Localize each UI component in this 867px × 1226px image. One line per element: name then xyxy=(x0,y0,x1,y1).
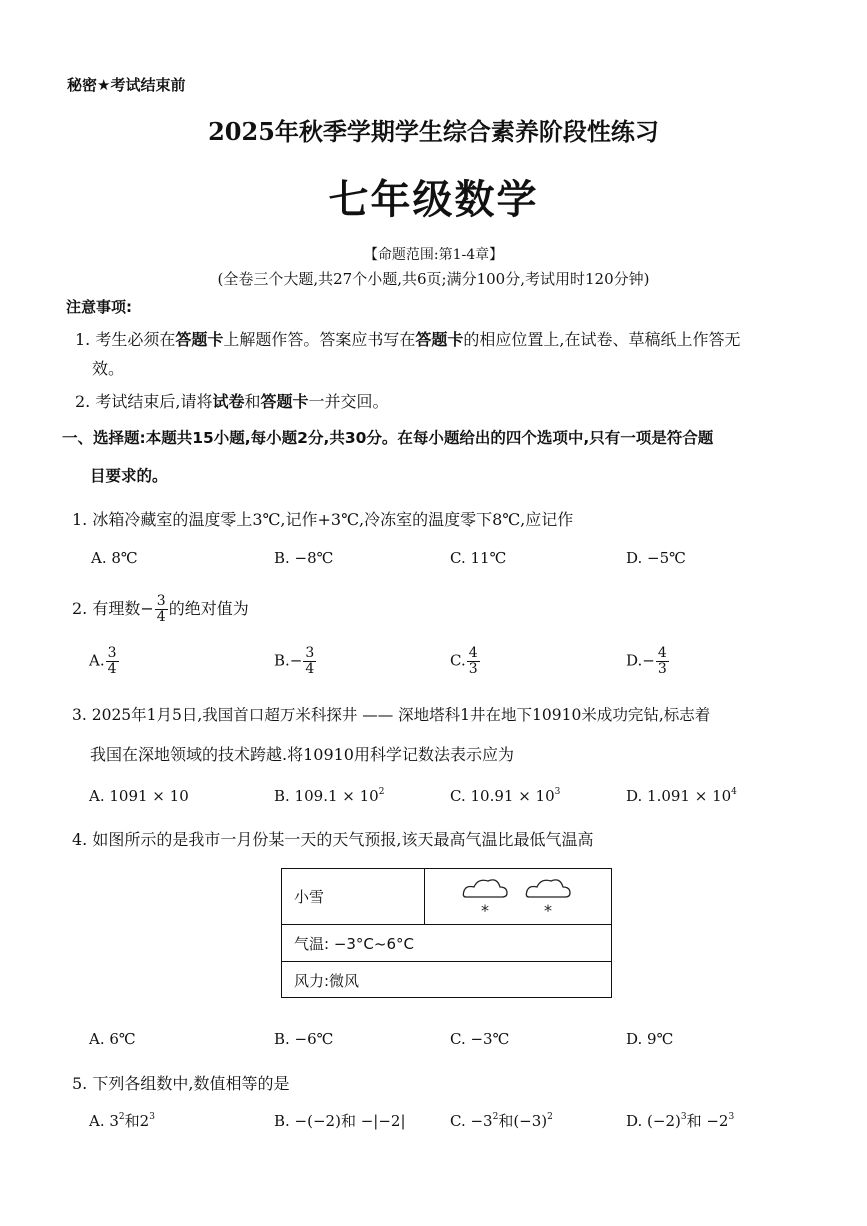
weather-condition: 小雪 xyxy=(294,888,325,906)
notice-heading: 注意事项: xyxy=(66,298,132,316)
question-2-stem-text: 的绝对值为 xyxy=(168,599,249,618)
denominator: 4 xyxy=(156,609,166,625)
notice-item-1-bold: 答题卡 xyxy=(415,330,464,349)
weather-forecast-box xyxy=(281,868,612,998)
question-5-option-a xyxy=(89,1110,155,1131)
option-text: B. 109.1 × 10 xyxy=(274,787,379,805)
question-1-option-a: A. 8℃ xyxy=(91,549,138,567)
numerator: 3 xyxy=(305,645,315,661)
exam-title: 2025年秋季学期学生综合素养阶段性练习 xyxy=(208,117,659,146)
option-text: D. 1.091 × 10 xyxy=(626,787,732,805)
question-1-option-d: D. −5℃ xyxy=(626,549,686,567)
question-3-stem-cont: 我国在深地领域的技术跨越.将10910用科学记数法表示应为 xyxy=(90,745,514,764)
section-1-heading: 一、选择题:本题共15小题,每小题2分,共30分。在每小题给出的四个选项中,只有一项是符合题 xyxy=(62,429,714,447)
exam-info: (全卷三个大题,共27个小题,共6页;满分100分,考试用时120分钟) xyxy=(217,270,650,288)
exponent: 3 xyxy=(149,1112,155,1122)
weather-row-temperature xyxy=(282,924,611,962)
question-2-option-d xyxy=(626,646,670,677)
exponent: 3 xyxy=(680,1112,687,1122)
exponent: 3 xyxy=(554,787,561,797)
weather-row-condition xyxy=(282,869,611,925)
denominator: 4 xyxy=(305,661,315,677)
question-3-option-b xyxy=(274,787,384,805)
notice-item-2-text: 和 xyxy=(244,392,261,411)
notice-item-2 xyxy=(75,389,389,412)
weather-temperature: 气温: −3°C~6°C xyxy=(294,935,414,953)
divider xyxy=(424,869,425,924)
notice-item-2-text: 一并交回。 xyxy=(308,392,389,411)
notice-item-2-bold: 试卷 xyxy=(212,392,245,411)
exam-scope: 【命题范围:第1-4章】 xyxy=(363,247,504,263)
fraction xyxy=(467,646,480,677)
notice-item-1 xyxy=(75,327,741,350)
option-text: C. −3 xyxy=(450,1112,493,1130)
exponent: 2 xyxy=(547,1112,553,1122)
option-label: A. xyxy=(89,651,105,670)
question-3-option-c xyxy=(450,787,560,805)
snow-cloud-icon xyxy=(452,873,592,921)
svg-text:*: * xyxy=(544,901,552,920)
question-5-stem: 5. 下列各组数中,数值相等的是 xyxy=(72,1074,290,1093)
question-2-option-c xyxy=(450,646,481,677)
question-3-stem: 3. 2025年1月5日,我国首口超万米科探井 —— 深地塔科1井在地下10910米成功完钻,标志着 xyxy=(72,706,711,724)
option-text: 和 −2 xyxy=(686,1112,729,1130)
notice-item-2-text: 2. 考试结束后,请将 xyxy=(75,392,213,411)
question-2-option-a xyxy=(89,646,120,677)
numerator: 4 xyxy=(657,645,667,661)
option-label: D. xyxy=(626,651,643,670)
exponent: 2 xyxy=(492,1112,499,1122)
exponent: 2 xyxy=(118,1112,125,1122)
question-4-option-a: A. 6℃ xyxy=(89,1030,136,1048)
option-text: 和(−3) xyxy=(498,1112,548,1130)
svg-text:*: * xyxy=(481,901,489,920)
fraction xyxy=(656,646,669,677)
confidential-label: 秘密★考试结束前 xyxy=(67,76,186,94)
numerator: 3 xyxy=(156,593,166,609)
option-label: C. xyxy=(450,651,466,670)
notice-item-1-cont: 效。 xyxy=(92,359,125,378)
option-text: D. (−2) xyxy=(626,1112,681,1130)
notice-item-1-text: 的相应位置上,在试卷、草稿纸上作答无 xyxy=(463,330,741,349)
denominator: 4 xyxy=(107,661,117,677)
question-3-option-d xyxy=(626,787,737,805)
option-sign: − xyxy=(642,651,655,670)
notice-item-2-bold: 答题卡 xyxy=(260,392,309,411)
numerator: 4 xyxy=(468,645,478,661)
exponent: 4 xyxy=(731,787,737,797)
question-5-option-d xyxy=(626,1110,734,1131)
option-text: A. 3 xyxy=(89,1112,119,1130)
subject-title: 七年级数学 xyxy=(328,176,539,223)
question-4-option-b: B. −6℃ xyxy=(274,1030,334,1048)
question-1-stem: 1. 冰箱冷藏室的温度零上3℃,记作+3℃,冷冻室的温度零下8℃,应记作 xyxy=(72,510,574,529)
option-label: B. xyxy=(274,651,290,670)
fraction xyxy=(106,646,119,677)
question-5-option-b: B. −(−2)和 −|−2| xyxy=(274,1112,406,1130)
question-1-option-b: B. −8℃ xyxy=(274,549,334,567)
weather-wind: 风力:微风 xyxy=(294,972,360,990)
denominator: 3 xyxy=(468,661,478,677)
question-5-option-c xyxy=(450,1110,553,1131)
weather-row-wind xyxy=(282,961,611,999)
option-text: 和2 xyxy=(124,1112,150,1130)
fraction xyxy=(303,646,316,677)
question-2-stem xyxy=(72,594,249,625)
question-1-option-c: C. 11℃ xyxy=(450,549,507,567)
option-text: C. 10.91 × 10 xyxy=(450,787,555,805)
question-4-option-c: C. −3℃ xyxy=(450,1030,510,1048)
notice-item-1-bold: 答题卡 xyxy=(175,330,224,349)
fraction xyxy=(155,594,168,625)
option-sign: − xyxy=(289,651,303,670)
exponent: 2 xyxy=(378,787,385,797)
notice-item-1-text: 1. 考生必须在 xyxy=(75,330,176,349)
question-4-option-d: D. 9℃ xyxy=(626,1030,674,1048)
denominator: 3 xyxy=(657,661,667,677)
numerator: 3 xyxy=(107,645,117,661)
notice-item-1-text: 上解题作答。答案应书写在 xyxy=(223,330,416,349)
question-2-option-b xyxy=(274,646,317,677)
section-1-heading-cont: 目要求的。 xyxy=(90,467,168,485)
exponent: 3 xyxy=(728,1112,735,1122)
question-4-stem: 4. 如图所示的是我市一月份某一天的天气预报,该天最高气温比最低气温高 xyxy=(72,830,594,849)
question-3-option-a: A. 1091 × 10 xyxy=(89,787,189,805)
question-2-stem-text: 2. 有理数− xyxy=(72,599,154,618)
